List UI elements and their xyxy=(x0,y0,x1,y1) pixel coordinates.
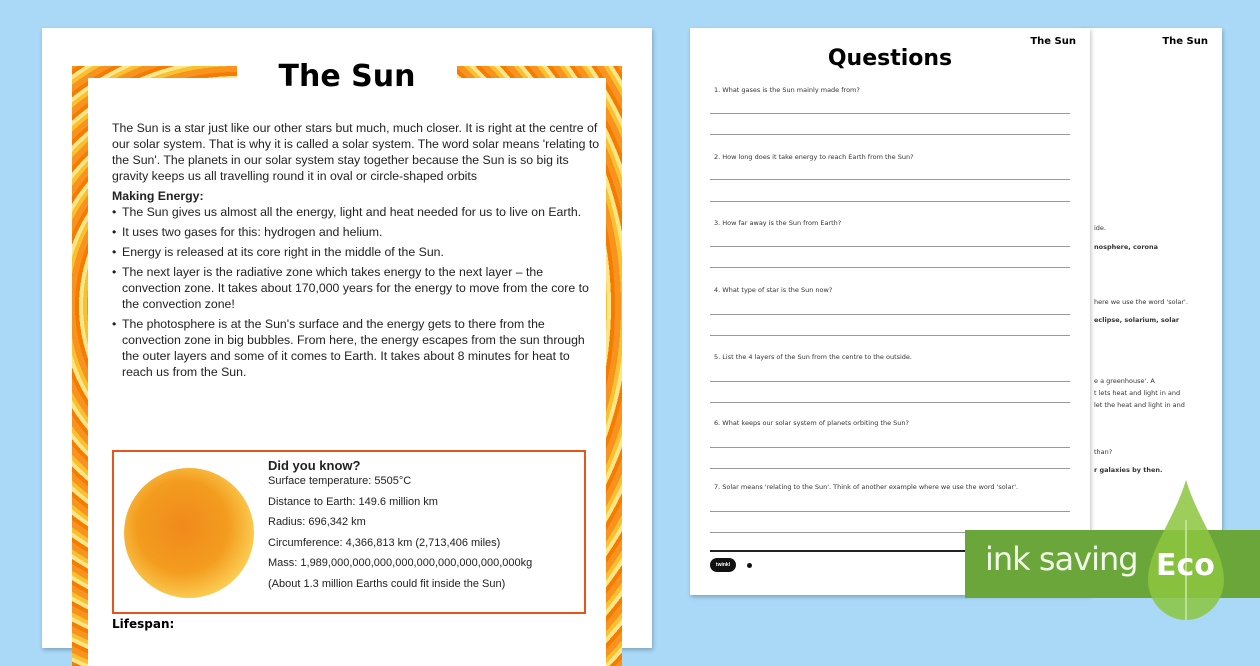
answer-line xyxy=(710,335,1070,336)
question: 2. How long does it take energy to reach Earth from the Sun? xyxy=(714,153,914,161)
lifespan-heading: Lifespan: xyxy=(112,617,175,631)
footer-dot xyxy=(747,563,752,568)
answer-fragment: let the heat and light in and xyxy=(1094,401,1185,409)
answer-fragment: here we use the word 'solar'. xyxy=(1094,298,1188,306)
answer-line xyxy=(710,314,1070,315)
question: 6. What keeps our solar system of planets orbiting the Sun? xyxy=(714,419,909,427)
answer-fragment: r galaxies by then. xyxy=(1094,466,1163,474)
page-title: The Sun xyxy=(237,54,457,102)
answer-fragment: than? xyxy=(1094,448,1113,456)
sun-image xyxy=(124,468,254,598)
question: 3. How far away is the Sun from Earth? xyxy=(714,219,842,227)
question: 7. Solar means 'relating to the Sun'. Think of another example where we use the word 'solar'. xyxy=(714,483,1019,491)
fact: Radius: 696,342 km xyxy=(268,516,366,528)
answer-line xyxy=(710,447,1070,448)
fact-text xyxy=(112,120,600,384)
question: 5. List the 4 layers of the Sun from the centre to the outside. xyxy=(714,353,913,361)
answer-fragment: ide. xyxy=(1094,224,1106,232)
bullet: • Energy is released at its core right in the middle of the Sun. xyxy=(122,244,600,260)
section-heading: Making Energy: xyxy=(112,189,204,203)
fact: Distance to Earth: 149.6 million km xyxy=(268,495,438,508)
intro-paragraph: The Sun is a star just like our other stars but much, much closer. It is right at the centre of our solar system. That is why it is called a solar system. The word solar means 'relating to the Sun'. The planets in our solar system stay together because the Sun is so big its gravity keeps us all travelling round it in oval or circle-shaped orbits xyxy=(112,121,600,183)
answer-line xyxy=(710,113,1070,114)
answer-fragment: eclipse, solarium, solar xyxy=(1094,316,1180,324)
bullet: • The Sun gives us almost all the energy, light and heat needed for us to live on Earth. xyxy=(122,204,600,220)
ink-saving-label: ink saving xyxy=(985,540,1138,578)
bullet: • It uses two gases for this: hydrogen and helium. xyxy=(122,224,600,240)
sheet-header: The Sun xyxy=(1030,36,1076,47)
fact: Circumference: 4,366,813 km (2,713,406 miles) xyxy=(268,536,501,549)
questions-sheet xyxy=(690,28,1090,595)
answer-line xyxy=(710,201,1070,202)
eco-leaf-icon xyxy=(1148,480,1224,620)
fact: Mass: 1,989,000,000,000,000,000,000,000,000,000kg xyxy=(268,557,533,569)
bullet: • The photosphere is at the Sun's surface and the energy gets to there from the convection zone in big bubbles. From here, the energy escapes from the sun through the outer layers and some of it comes to Earth. It takes about 8 minutes for heat to reach us from the Sun. xyxy=(122,316,600,380)
answer-fragment: t lets heat and light in and xyxy=(1094,389,1181,397)
answer-line xyxy=(710,267,1070,268)
sun-border xyxy=(72,59,622,666)
did-you-know-box xyxy=(112,450,586,614)
sun-fact-sheet xyxy=(42,28,652,648)
answer-line xyxy=(710,468,1070,469)
questions-title: Questions xyxy=(827,46,953,71)
eco-label: Eco xyxy=(1156,548,1215,583)
answer-fragment: nosphere, corona xyxy=(1094,243,1159,251)
answer-fragment: e a greenhouse'. A xyxy=(1094,377,1155,385)
answer-line xyxy=(710,246,1070,247)
fact: (About 1.3 million Earths could fit inside the Sun) xyxy=(268,577,506,590)
twinkl-logo: twinkl xyxy=(710,558,736,572)
answer-line xyxy=(710,134,1070,135)
sheet-header: The Sun xyxy=(1162,36,1208,47)
answer-line xyxy=(710,381,1070,382)
answer-line xyxy=(710,179,1070,180)
bullet: • The next layer is the radiative zone which takes energy to the next layer – the convection zone. It takes about 170,000 years for the energy to move from the core to the convection zone! xyxy=(122,264,600,312)
question: 1. What gases is the Sun mainly made from? xyxy=(714,86,860,94)
answer-line xyxy=(710,511,1070,512)
question: 4. What type of star is the Sun now? xyxy=(714,286,833,294)
fact: Surface temperature: 5505°C xyxy=(268,475,412,487)
answer-line xyxy=(710,402,1070,403)
did-you-know-heading: Did you know? xyxy=(268,458,361,473)
